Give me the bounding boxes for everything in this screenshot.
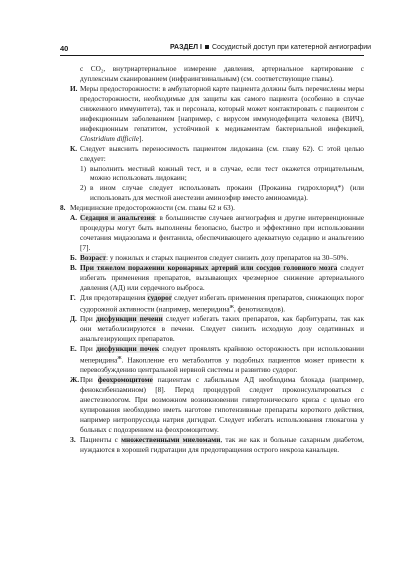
highlight-term: дисфункции почек — [96, 344, 160, 354]
item-K-1: 1) выполнить местный кожный тест, и в случае, если тест окажется отрицательным, можно использовать лидокаин; — [80, 163, 364, 183]
item-marker: 2) — [80, 183, 87, 193]
highlight-term: судорог — [147, 292, 173, 302]
item-D: Д. При дисфункции печени следует избегать таких препаратов, как барбитураты, так как они метаболизируются в печени. Следует снизить исходную дозу седативных и анальгезирующих препаратов. — [70, 314, 364, 344]
continued-paragraph: с CO₂, внутриартериальное измерение давления, артериальное картирование с дуплексным сканированием (инфраингвинальным) (см. соответствующие главы). — [80, 64, 364, 83]
item-E: Е. При дисфункции почек следует проявлять крайнюю осторожность при использовании меперидина$^ж$. Накопление его метаболитов у подобных пациентов может привести к перевозбуждению центральной нервной системы и развитию судорог. — [70, 344, 364, 375]
highlight-term: дисфункции печени — [95, 314, 163, 324]
chapter-title: Сосудистый доступ при катетерной ангиографии — [211, 44, 372, 51]
square-bullet-icon — [205, 45, 209, 49]
item-marker: Е. — [70, 344, 77, 354]
item-A: А. Седация и анальгезия: в большинстве случаев ангиография и другие интервенционные процедуры могут быть выполнены безопасно, быстро и эффективно при использовании сочетания мидазолама и фентанила, обеспечивающего адекватную седацию и анальгезию [7]. — [70, 213, 365, 253]
item-K: К. Следует выяснить переносимость пациентом лидокаина (см. главу 62). С этой целью следует: — [70, 143, 364, 163]
item-Zh: Ж. При феохромоцитоме пациентам с лабильным АД необходима блокада (например, феноксибензамином) [8]. Перед процедурой следует проконсультироваться с анестезиологом. При возможном возникновении гипертонического криза с целью его купирования необходимо иметь наготове гипотензивные препараты короткого действия, например нитропруссида натрия дигидрат. Следует избегать использования глюкагона у больных с подозрением на феохромоцитому. — [70, 375, 364, 435]
running-title — [170, 44, 371, 51]
highlight-term: Седация и анальгезия — [80, 213, 155, 223]
item-marker: Б. — [70, 253, 77, 263]
item-V: В. При тяжелом поражении коронарных артерий или сосудов головного мозга следует избегать применения препаратов, вызывающих чрезмерное снижение артериального давления (АД) или сердечного выброса. — [70, 263, 364, 292]
item-marker: А. — [70, 213, 78, 223]
running-header — [60, 42, 372, 56]
item-G: Г. Для предотвращения судорог следует избегать применения препаратов, снижающих порог судорожной активности (например, меперидина$^ж$, фенотиазидов). — [70, 292, 364, 314]
item-I: И. Меры предосторожности: в амбулаторной карте пациента должны быть перечислены меры предосторожности, необходимые для защиты как самого пациента (особенно в случае сниженного иммунитета), так и персонала, который может контактировать с пациентом с инфекционным заболеванием [например, с вирусом иммунодефицита человека (ВИЧ), инфекционным гепатитом, устойчивой к медикаментам бактериальной инфекцией, Clostridium difficile]. — [70, 83, 364, 143]
item-marker: Ж. — [70, 375, 80, 385]
page-number: 40 — [60, 44, 69, 53]
page-body — [60, 64, 364, 455]
highlight-term: При тяжелом поражении коронарных артерий или сосудов головного мозга — [80, 263, 338, 273]
item-marker: 1) — [80, 163, 87, 173]
item-marker: Д. — [70, 314, 77, 324]
item-marker: И. — [70, 83, 78, 93]
highlight-term: множественными миеломами — [121, 435, 221, 445]
item-Z: З. Пациенты с множественными миеломами, так же как и больные сахарным диабетом, нуждаются в хорошей гидратации для предотвращения острого некроза канальцев. — [70, 435, 364, 455]
item-K-2: 2) в ином случае следует использовать прокаин (Прокаина гидрохлорид*) (или использовать для местной анестезии аминоэфир вместо аминоамида). — [80, 183, 364, 203]
item-B: Б. Возраст: у пожилых и старых пациентов следует снизить дозу препаратов на 30–50%. — [70, 253, 349, 263]
highlight-term: феохромоцитоме — [97, 375, 153, 385]
section-8: 8. Медицинские предосторожности (см. главы 62 и 63). — [60, 203, 235, 213]
item-marker: К. — [70, 143, 78, 153]
item-marker: 8. — [60, 203, 66, 213]
section-label: РАЗДЕЛ I — [170, 44, 202, 51]
item-marker: В. — [70, 263, 77, 273]
item-marker: З. — [70, 435, 76, 445]
highlight-term: Возраст — [80, 253, 106, 263]
item-marker: Г. — [70, 292, 76, 302]
header-divider — [60, 55, 364, 56]
